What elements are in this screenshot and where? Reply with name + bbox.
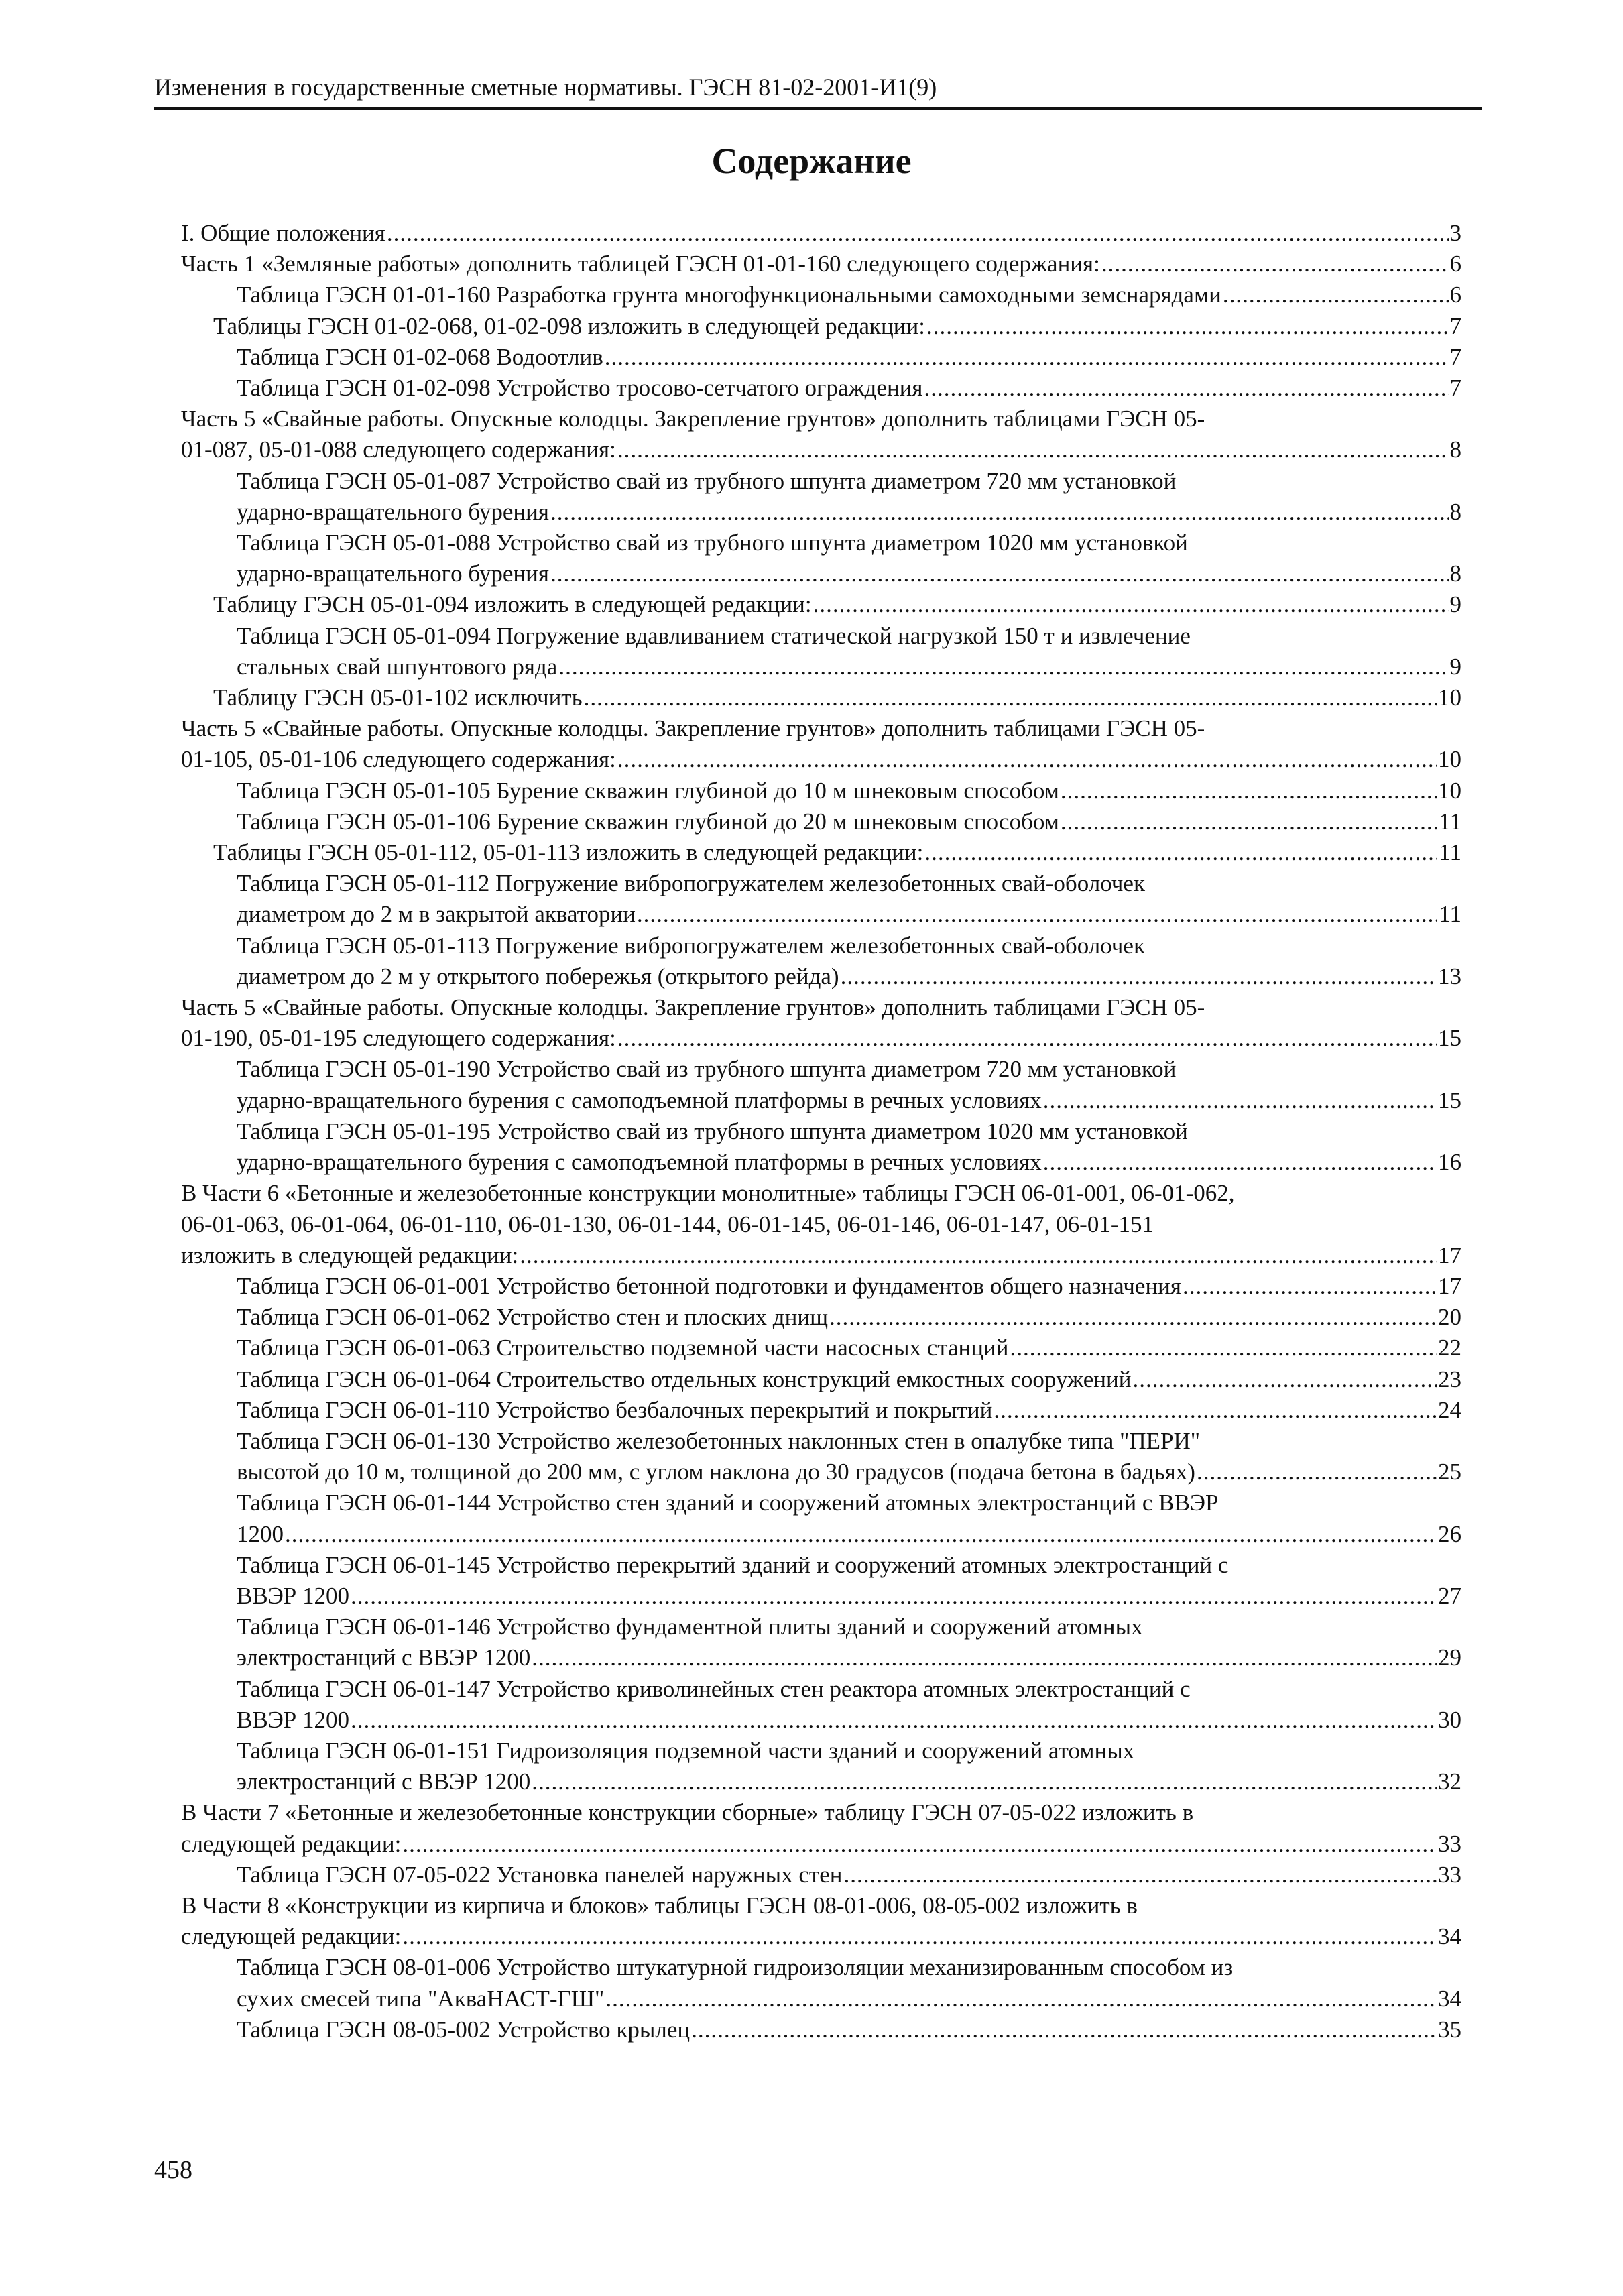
toc-page-number: 17 bbox=[1438, 1242, 1461, 1268]
toc-entry-text: ударно-вращательного бурения bbox=[237, 560, 549, 587]
toc-entry-text: диаметром до 2 м в закрытой акватории bbox=[237, 901, 636, 928]
dot-leader bbox=[605, 1984, 1437, 2014]
toc-entry-text: Таблица ГЭСН 05-01-087 Устройство свай из трубного шпунта диаметром 720 мм установкой bbox=[237, 467, 1177, 494]
toc-entry-text: Таблица ГЭСН 06-01-147 Устройство криволинейных стен реактора атомных электростанций с bbox=[237, 1675, 1191, 1702]
toc-entry[interactable] bbox=[181, 1674, 1461, 1736]
toc-entry[interactable] bbox=[181, 1860, 1461, 1890]
dot-leader bbox=[532, 1766, 1437, 1797]
toc-page-number: 9 bbox=[1449, 591, 1461, 618]
dot-leader bbox=[1223, 280, 1449, 310]
toc-entry-text: Таблицы ГЭСН 01-02-068, 01-02-098 изложить в следующей редакции: bbox=[213, 312, 925, 339]
toc-entry[interactable] bbox=[181, 1488, 1461, 1549]
dot-leader bbox=[1010, 1333, 1437, 1364]
toc-page-number: 9 bbox=[1449, 653, 1461, 680]
dot-leader bbox=[558, 652, 1448, 682]
toc-entry-text: 01-105, 05-01-106 следующего содержания: bbox=[181, 746, 616, 773]
toc-entry-text: 06-01-063, 06-01-064, 06-01-110, 06-01-130, 06-01-144, 06-01-145, 06-01-146, 06-01-147, 06-01-151 bbox=[181, 1211, 1154, 1237]
toc-entry-text: ударно-вращательного бурения с самоподъемной платформы в речных условиях bbox=[237, 1087, 1042, 1113]
toc-entry-text: В Части 6 «Бетонные и железобетонные конструкции монолитные» таблицы ГЭСН 06-01-001, 06-01-062, bbox=[181, 1180, 1235, 1207]
dot-leader bbox=[617, 1023, 1437, 1054]
toc-entry[interactable] bbox=[181, 249, 1461, 280]
toc-entry[interactable] bbox=[181, 1952, 1461, 2014]
toc-page-number: 7 bbox=[1449, 375, 1461, 402]
toc-entry-text: Таблица ГЭСН 08-01-006 Устройство штукатурной гидроизоляции механизированным способом из bbox=[237, 1954, 1234, 1981]
toc-entry[interactable] bbox=[181, 311, 1461, 342]
toc-entry[interactable] bbox=[181, 1550, 1461, 1612]
toc-entry-text: 01-190, 05-01-195 следующего содержания: bbox=[181, 1025, 616, 1052]
toc-entry[interactable] bbox=[181, 373, 1461, 404]
toc-page-number: 11 bbox=[1439, 839, 1461, 866]
toc-entry-text: 01-087, 05-01-088 следующего содержания: bbox=[181, 436, 616, 463]
toc-page-number: 7 bbox=[1449, 312, 1461, 339]
toc-entry-text: Таблица ГЭСН 05-01-106 Бурение скважин глубиной до 20 м шнековым способом bbox=[237, 808, 1059, 835]
toc-page-number: 29 bbox=[1438, 1644, 1461, 1671]
toc-entry-text: Часть 5 «Свайные работы. Опускные колодцы. Закрепление грунтов» дополнить таблицами ГЭСН 05- bbox=[181, 715, 1205, 742]
toc-page-number: 24 bbox=[1438, 1396, 1461, 1423]
page-number: 458 bbox=[154, 2156, 192, 2184]
toc-entry-text: Таблица ГЭСН 01-01-160 Разработка грунта многофункциональными самоходными земснарядами bbox=[237, 282, 1221, 308]
toc-entry-text: Таблица ГЭСН 08-05-002 Устройство крылец bbox=[237, 2016, 690, 2043]
toc-page-number: 10 bbox=[1438, 746, 1461, 773]
toc-entry[interactable] bbox=[181, 218, 1461, 249]
toc-entry-text: следующей редакции: bbox=[181, 1923, 402, 1950]
toc-entry-text: Таблица ГЭСН 05-01-088 Устройство свай из трубного шпунта диаметром 1020 мм установкой bbox=[237, 530, 1188, 556]
dot-leader bbox=[1197, 1457, 1437, 1488]
toc-page-number: 17 bbox=[1438, 1272, 1461, 1299]
page-title: Содержание bbox=[711, 141, 912, 181]
dot-leader bbox=[1101, 249, 1449, 280]
running-header: Изменения в государственные сметные нормативы. ГЭСН 81-02-2001-И1(9) bbox=[154, 72, 1482, 110]
toc-entry-text: Таблица ГЭСН 06-01-144 Устройство стен зданий и сооружений атомных электростанций с ВВЭР bbox=[237, 1490, 1219, 1516]
toc-page-number: 8 bbox=[1449, 436, 1461, 463]
toc-entry-text: ВВЭР 1200 bbox=[237, 1706, 350, 1733]
toc-page-number: 13 bbox=[1438, 963, 1461, 989]
toc-entry-text: ударно-вращательного бурения с самоподъемной платформы в речных условиях bbox=[237, 1149, 1042, 1176]
toc-entry-text: Таблица ГЭСН 06-01-110 Устройство безбалочных перекрытий и покрытий bbox=[237, 1396, 993, 1423]
toc-entry-text: Таблица ГЭСН 06-01-063 Строительство подземной части насосных станций bbox=[237, 1335, 1009, 1362]
dot-leader bbox=[605, 342, 1449, 373]
toc-entry-text: изложить в следующей редакции: bbox=[181, 1242, 519, 1268]
toc-entry-text: диаметром до 2 м у открытого побережья (открытого рейда) bbox=[237, 963, 839, 989]
toc-entry-text: Таблица ГЭСН 05-01-195 Устройство свай из трубного шпунта диаметром 1020 мм установкой bbox=[237, 1117, 1188, 1144]
dot-leader bbox=[841, 961, 1437, 992]
toc-page-number: 7 bbox=[1449, 343, 1461, 370]
toc-entry[interactable] bbox=[181, 1890, 1461, 1952]
toc-page-number: 20 bbox=[1438, 1304, 1461, 1331]
dot-leader bbox=[1043, 1147, 1437, 1178]
toc-entry-text: Таблицы ГЭСН 05-01-112, 05-01-113 изложить в следующей редакции: bbox=[213, 839, 924, 866]
toc-entry-text: Таблицу ГЭСН 05-01-094 изложить в следующей редакции: bbox=[213, 591, 812, 618]
toc-page-number: 34 bbox=[1438, 1985, 1461, 2012]
toc-entry[interactable] bbox=[181, 342, 1461, 373]
toc-page-number: 6 bbox=[1449, 282, 1461, 308]
toc-entry[interactable] bbox=[181, 1116, 1461, 1178]
toc-entry[interactable] bbox=[181, 1612, 1461, 1673]
dot-leader bbox=[924, 373, 1449, 404]
toc-entry[interactable] bbox=[181, 992, 1461, 1054]
toc-entry[interactable] bbox=[181, 404, 1461, 465]
toc-entry-text: следующей редакции: bbox=[181, 1830, 402, 1857]
dot-leader bbox=[1061, 776, 1437, 806]
toc-page-number: 22 bbox=[1438, 1335, 1461, 1362]
toc-entry[interactable] bbox=[181, 1395, 1461, 1426]
toc-entry[interactable] bbox=[181, 466, 1461, 528]
toc-entry-text: 1200 bbox=[237, 1520, 284, 1547]
toc-page-number: 25 bbox=[1438, 1459, 1461, 1486]
toc-entry-text: Таблица ГЭСН 05-01-190 Устройство свай из трубного шпунта диаметром 720 мм установкой bbox=[237, 1056, 1177, 1083]
toc-entry[interactable] bbox=[181, 1333, 1461, 1364]
dot-leader bbox=[550, 558, 1449, 589]
toc-page-number: 8 bbox=[1449, 498, 1461, 525]
toc-page-number: 33 bbox=[1438, 1830, 1461, 1857]
dot-leader bbox=[813, 589, 1449, 620]
toc-entry[interactable] bbox=[181, 528, 1461, 589]
toc-page-number: 32 bbox=[1438, 1768, 1461, 1795]
toc-entry-text: Таблица ГЭСН 05-01-113 Погружение вибропогружателем железобетонных свай-оболочек bbox=[237, 932, 1145, 959]
toc-page-number: 33 bbox=[1438, 1861, 1461, 1888]
toc-entry-text: Таблица ГЭСН 05-01-105 Бурение скважин глубиной до 10 м шнековым способом bbox=[237, 777, 1059, 804]
toc-entry[interactable] bbox=[181, 868, 1461, 930]
toc-entry-text: Таблица ГЭСН 06-01-062 Устройство стен и плоских днищ bbox=[237, 1304, 829, 1331]
toc-entry-text: ударно-вращательного бурения bbox=[237, 498, 549, 525]
toc-entry-text: стальных свай шпунтового ряда bbox=[237, 653, 558, 680]
toc-entry[interactable] bbox=[181, 1736, 1461, 1797]
dot-leader bbox=[637, 899, 1437, 930]
toc-entry-text: Таблица ГЭСН 06-01-146 Устройство фундаментной плиты зданий и сооружений атомных bbox=[237, 1614, 1143, 1640]
toc-entry[interactable] bbox=[181, 713, 1461, 775]
toc-entry[interactable] bbox=[181, 1797, 1461, 1859]
toc-page-number: 10 bbox=[1438, 684, 1461, 711]
toc-page-number: 30 bbox=[1438, 1706, 1461, 1733]
toc-entry[interactable] bbox=[181, 1178, 1461, 1271]
toc-entry[interactable] bbox=[181, 776, 1461, 806]
toc-page-number: 6 bbox=[1449, 251, 1461, 278]
dot-leader bbox=[691, 2014, 1437, 2045]
toc-entry-text: электростанций с ВВЭР 1200 bbox=[237, 1768, 531, 1795]
toc-entry[interactable] bbox=[181, 1364, 1461, 1395]
toc-entry-text: Часть 5 «Свайные работы. Опускные колодцы. Закрепление грунтов» дополнить таблицами ГЭСН 05- bbox=[181, 406, 1205, 432]
toc-entry[interactable] bbox=[181, 1426, 1461, 1488]
dot-leader bbox=[532, 1642, 1437, 1673]
toc-entry-text: Таблица ГЭСН 01-02-068 Водоотлив bbox=[237, 343, 603, 370]
toc-entry-text: I. Общие положения bbox=[181, 220, 385, 246]
toc-entry-text: В Части 8 «Конструкции из кирпича и блоков» таблицы ГЭСН 08-01-006, 08-05-002 изложить в bbox=[181, 1892, 1138, 1919]
toc-page-number: 11 bbox=[1439, 901, 1461, 928]
toc-page-number: 15 bbox=[1438, 1025, 1461, 1052]
toc-entry-text: Таблица ГЭСН 07-05-022 Установка панелей наружных стен bbox=[237, 1861, 843, 1888]
dot-leader bbox=[351, 1705, 1437, 1736]
dot-leader bbox=[402, 1921, 1437, 1952]
dot-leader bbox=[1061, 806, 1437, 837]
toc-page-number: 15 bbox=[1438, 1087, 1461, 1113]
dot-leader bbox=[1183, 1271, 1437, 1302]
toc-entry[interactable] bbox=[181, 1302, 1461, 1333]
toc-entry-text: Таблица ГЭСН 06-01-001 Устройство бетонной подготовки и фундаментов общего назначения bbox=[237, 1272, 1182, 1299]
toc-page-number: 10 bbox=[1438, 777, 1461, 804]
toc-page-number: 35 bbox=[1438, 2016, 1461, 2043]
dot-leader bbox=[926, 311, 1449, 342]
dot-leader bbox=[520, 1240, 1437, 1271]
toc-page-number: 11 bbox=[1439, 808, 1461, 835]
table-of-contents bbox=[181, 218, 1461, 2045]
toc-entry[interactable] bbox=[181, 280, 1461, 310]
toc-entry-text: Таблица ГЭСН 05-01-112 Погружение вибропогружателем железобетонных свай-оболочек bbox=[237, 870, 1145, 897]
dot-leader bbox=[924, 837, 1437, 868]
dot-leader bbox=[351, 1581, 1437, 1612]
toc-entry[interactable] bbox=[181, 806, 1461, 837]
dot-leader bbox=[1132, 1364, 1437, 1395]
toc-page-number: 8 bbox=[1449, 560, 1461, 587]
toc-entry-text: Таблица ГЭСН 01-02-098 Устройство тросово-сетчатого ограждения bbox=[237, 375, 923, 402]
dot-leader bbox=[617, 744, 1437, 775]
toc-entry-text: ВВЭР 1200 bbox=[237, 1582, 350, 1609]
toc-entry-text: Таблица ГЭСН 06-01-130 Устройство железобетонных наклонных стен в опалубке типа "ПЕРИ" bbox=[237, 1427, 1201, 1454]
toc-entry[interactable] bbox=[181, 682, 1461, 713]
toc-page-number: 3 bbox=[1449, 220, 1461, 246]
toc-entry-text: Таблица ГЭСН 06-01-064 Строительство отдельных конструкций емкостных сооружений bbox=[237, 1366, 1132, 1392]
toc-page-number: 26 bbox=[1438, 1520, 1461, 1547]
dot-leader bbox=[584, 682, 1437, 713]
toc-entry[interactable] bbox=[181, 2014, 1461, 2045]
toc-page-number: 27 bbox=[1438, 1582, 1461, 1609]
toc-entry[interactable] bbox=[181, 930, 1461, 992]
toc-entry-text: Таблица ГЭСН 06-01-151 Гидроизоляция подземной части зданий и сооружений атомных bbox=[237, 1737, 1135, 1764]
dot-leader bbox=[1043, 1085, 1437, 1116]
toc-entry[interactable] bbox=[181, 837, 1461, 868]
dot-leader bbox=[829, 1302, 1437, 1333]
dot-leader bbox=[550, 497, 1449, 528]
toc-entry-text: высотой до 10 м, толщиной до 200 мм, с углом наклона до 30 градусов (подача бетона в бадьях) bbox=[237, 1459, 1195, 1486]
toc-entry-text: электростанций с ВВЭР 1200 bbox=[237, 1644, 531, 1671]
toc-entry-text: В Части 7 «Бетонные и железобетонные конструкции сборные» таблицу ГЭСН 07-05-022 изложить в bbox=[181, 1799, 1194, 1826]
dot-leader bbox=[387, 218, 1449, 249]
dot-leader bbox=[617, 434, 1449, 465]
toc-entry-text: Таблица ГЭСН 06-01-145 Устройство перекрытий зданий и сооружений атомных электростанций с bbox=[237, 1551, 1229, 1578]
toc-entry-text: Таблицу ГЭСН 05-01-102 исключить bbox=[213, 684, 583, 711]
toc-entry-text: Таблица ГЭСН 05-01-094 Погружение вдавливанием статической нагрузкой 150 т и извлечение bbox=[237, 622, 1191, 649]
dot-leader bbox=[994, 1395, 1437, 1426]
toc-entry[interactable] bbox=[181, 621, 1461, 682]
toc-entry-text: Часть 1 «Земляные работы» дополнить таблицей ГЭСН 01-01-160 следующего содержания: bbox=[181, 251, 1100, 278]
toc-entry-text: сухих смесей типа "АкваНАСТ-ГШ" bbox=[237, 1985, 605, 2012]
toc-entry-text: Часть 5 «Свайные работы. Опускные колодцы. Закрепление грунтов» дополнить таблицами ГЭСН 05- bbox=[181, 994, 1205, 1021]
dot-leader bbox=[285, 1519, 1437, 1550]
toc-page-number: 34 bbox=[1438, 1923, 1461, 1950]
toc-entry[interactable] bbox=[181, 1054, 1461, 1115]
toc-entry[interactable] bbox=[181, 1271, 1461, 1302]
toc-page-number: 16 bbox=[1438, 1149, 1461, 1176]
toc-entry[interactable] bbox=[181, 589, 1461, 620]
dot-leader bbox=[402, 1829, 1437, 1860]
toc-page-number: 23 bbox=[1438, 1366, 1461, 1392]
dot-leader bbox=[843, 1860, 1437, 1890]
